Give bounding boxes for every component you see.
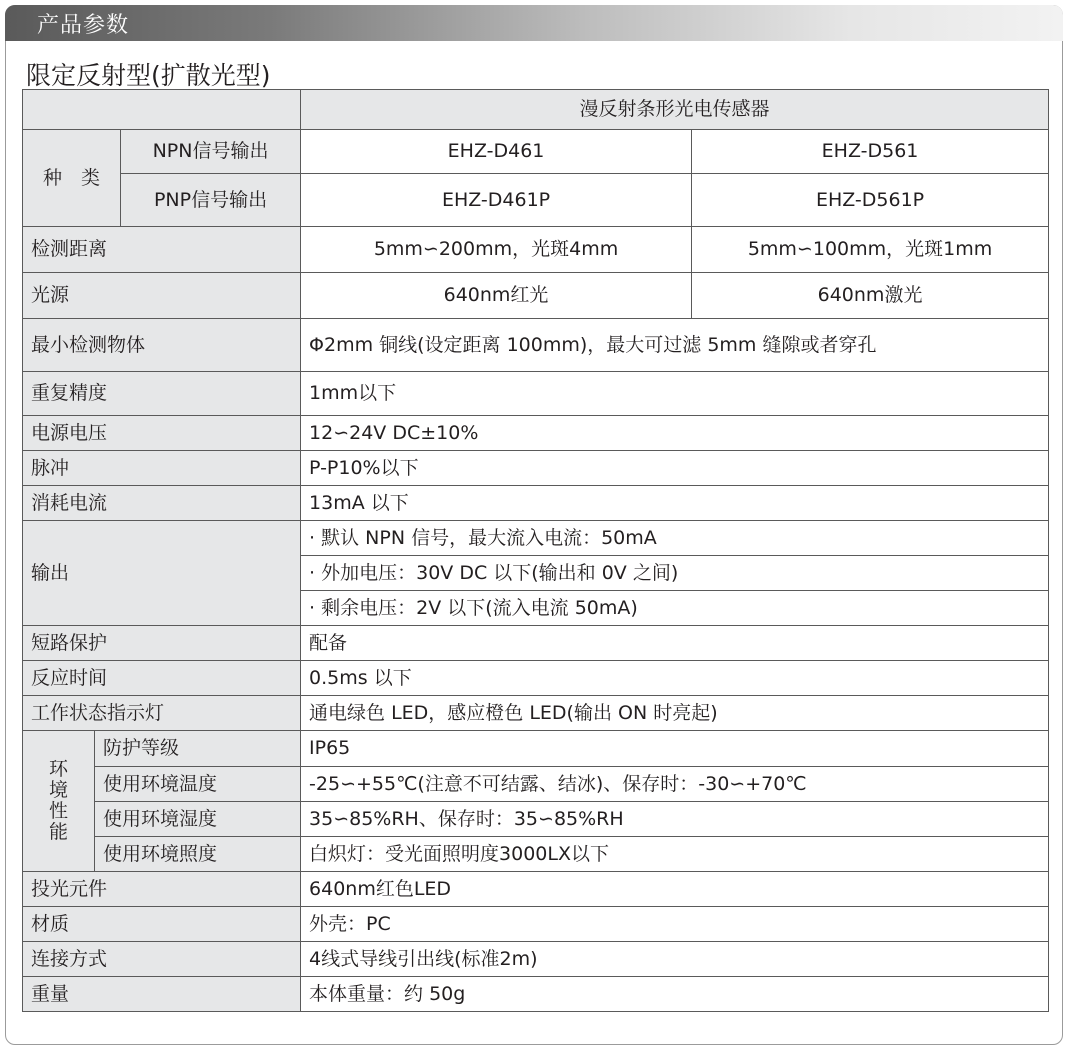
- table-row: [23, 767, 1049, 802]
- output-value-2: · 外加电压：30V DC 以下(输出和 0V 之间): [301, 556, 1049, 591]
- env-value-4: 白炽灯：受光面照明度3000LX以下: [301, 837, 1049, 872]
- emitter-label: 投光元件: [23, 872, 301, 907]
- table-row: [23, 273, 1049, 319]
- section-title: 产品参数: [37, 13, 130, 38]
- light-label: 光源: [23, 273, 301, 319]
- env-value-1: IP65: [301, 731, 1049, 767]
- env-label-2: 使用环境温度: [95, 767, 301, 802]
- output-label: 输出: [23, 521, 301, 626]
- pulse-label: 脉冲: [23, 451, 301, 486]
- pnp-model-1: EHZ-D461P: [301, 174, 692, 227]
- short-label: 短路保护: [23, 626, 301, 661]
- npn-label: NPN信号输出: [121, 130, 301, 174]
- env-label-3: 使用环境湿度: [95, 802, 301, 837]
- env-label-4: 使用环境照度: [95, 837, 301, 872]
- response-label: 反应时间: [23, 661, 301, 696]
- page-subtitle: 限定反射型(扩散光型): [26, 61, 271, 90]
- voltage-label: 电源电压: [23, 416, 301, 451]
- npn-model-2: EHZ-D561: [692, 130, 1049, 174]
- header-blank-cell: [23, 90, 301, 130]
- table-row: [23, 451, 1049, 486]
- table-row: [23, 372, 1049, 416]
- short-value: 配备: [301, 626, 1049, 661]
- product-type-cell: 漫反射条形光电传感器: [301, 90, 1049, 130]
- table-row: [23, 416, 1049, 451]
- table-row: [23, 802, 1049, 837]
- current-value: 13mA 以下: [301, 486, 1049, 521]
- pnp-model-2: EHZ-D561P: [692, 174, 1049, 227]
- spec-table: [22, 89, 1049, 1012]
- table-row: [23, 521, 1049, 556]
- env-char-2: 境: [48, 779, 68, 802]
- table-row: [23, 90, 1049, 130]
- pulse-value: P-P10%以下: [301, 451, 1049, 486]
- distance-label: 检测距离: [23, 227, 301, 273]
- material-label: 材质: [23, 907, 301, 942]
- voltage-value: 12∽24V DC±10%: [301, 416, 1049, 451]
- table-row: [23, 174, 1049, 227]
- table-row: [23, 661, 1049, 696]
- emitter-value: 640nm红色LED: [301, 872, 1049, 907]
- indicator-label: 工作状态指示灯: [23, 696, 301, 731]
- env-group-label: [23, 731, 95, 872]
- npn-model-1: EHZ-D461: [301, 130, 692, 174]
- connection-label: 连接方式: [23, 942, 301, 977]
- output-value-1: · 默认 NPN 信号，最大流入电流：50mA: [301, 521, 1049, 556]
- table-row: [23, 227, 1049, 273]
- connection-value: 4线式导线引出线(标准2m): [301, 942, 1049, 977]
- table-row: [23, 977, 1049, 1012]
- light-value-1: 640nm红光: [301, 273, 692, 319]
- pnp-label: PNP信号输出: [121, 174, 301, 227]
- table-row: [23, 486, 1049, 521]
- table-row: [23, 696, 1049, 731]
- distance-value-1: 5mm∽200mm，光斑4mm: [301, 227, 692, 273]
- table-row: [23, 626, 1049, 661]
- material-value: 外壳：PC: [301, 907, 1049, 942]
- env-label-1: 防护等级: [95, 731, 301, 767]
- output-value-3: · 剩余电压：2V 以下(流入电流 50mA): [301, 591, 1049, 626]
- env-value-2: -25∽+55℃(注意不可结露、结冰)、保存时：-30∽+70℃: [301, 767, 1049, 802]
- section-header-bar: [5, 5, 1063, 41]
- light-value-2: 640nm激光: [692, 273, 1049, 319]
- env-value-3: 35∽85%RH、保存时：35∽85%RH: [301, 802, 1049, 837]
- min-object-label: 最小检测物体: [23, 319, 301, 372]
- table-row: [23, 872, 1049, 907]
- response-value: 0.5ms 以下: [301, 661, 1049, 696]
- repeat-label: 重复精度: [23, 372, 301, 416]
- table-row: [23, 837, 1049, 872]
- table-row: [23, 130, 1049, 174]
- indicator-value: 通电绿色 LED，感应橙色 LED(输出 ON 时亮起): [301, 696, 1049, 731]
- min-object-value: Φ2mm 铜线(设定距离 100mm)，最大可过滤 5mm 缝隙或者穿孔: [301, 319, 1049, 372]
- weight-label: 重量: [23, 977, 301, 1012]
- env-char-1: 环: [48, 758, 68, 781]
- current-label: 消耗电流: [23, 486, 301, 521]
- repeat-value: 1mm以下: [301, 372, 1049, 416]
- weight-value: 本体重量：约 50g: [301, 977, 1049, 1012]
- table-row: [23, 731, 1049, 767]
- kind-label: 种 类: [23, 130, 121, 227]
- env-char-3: 性: [48, 800, 68, 822]
- table-row: [23, 907, 1049, 942]
- distance-value-2: 5mm∽100mm，光斑1mm: [692, 227, 1049, 273]
- env-char-4: 能: [48, 820, 68, 843]
- table-row: [23, 942, 1049, 977]
- table-row: [23, 319, 1049, 372]
